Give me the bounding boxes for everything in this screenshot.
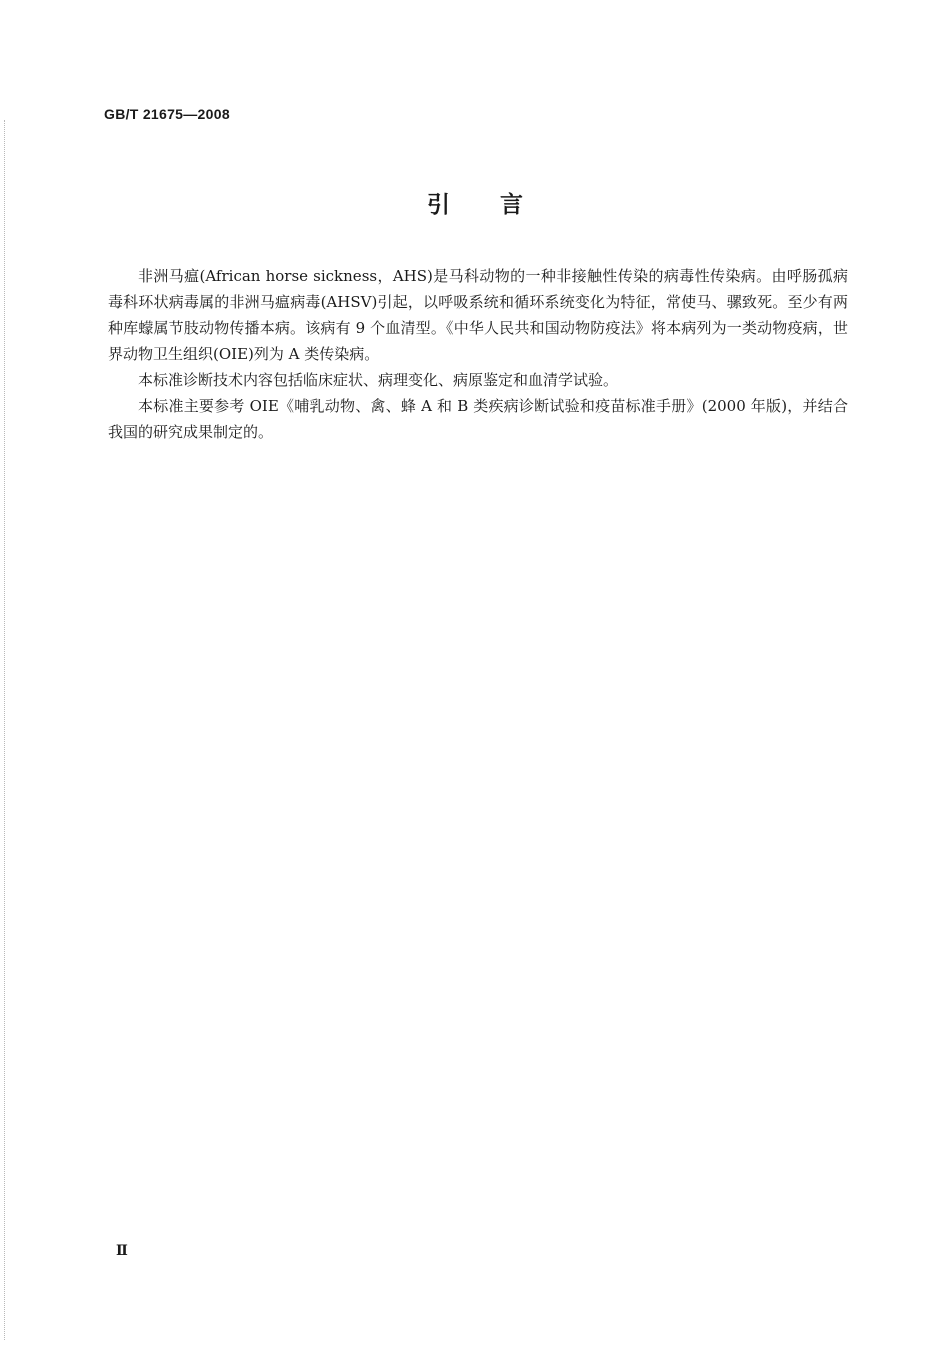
page-title: 引言: [427, 192, 573, 218]
paragraph-ahs-overview: 非洲马瘟(African horse sickness，AHS)是马科动物的一种非接触性传染的病毒性传染病。由呼肠孤病毒科环状病毒属的非洲马瘟病毒(AHSV)引起，以呼吸系统和循环系统变化为特征，常使马、骡致死。至少有两种库蠓属节肢动物传播本病。该病有 9 个血清型。《中华人民共和国动物防疫法》将本病列为一类动物疫病，世界动物卫生组织(OIE)列为 A 类传染病。: [108, 267, 848, 363]
paragraph-diagnostic-scope: 本标准诊断技术内容包括临床症状、病理变化、病原鉴定和血清学试验。: [138, 371, 619, 389]
introduction-body: [108, 263, 848, 445]
scan-edge-artifact: [4, 120, 6, 1340]
page-number: Ⅱ: [116, 1243, 128, 1259]
paragraph-references: 本标准主要参考 OIE《哺乳动物、禽、蜂 A 和 B 类疾病诊断试验和疫苗标准手册》(2000 年版)，并结合我国的研究成果制定的。: [108, 397, 848, 441]
standard-code-header: GB/T 21675—2008: [104, 106, 230, 122]
